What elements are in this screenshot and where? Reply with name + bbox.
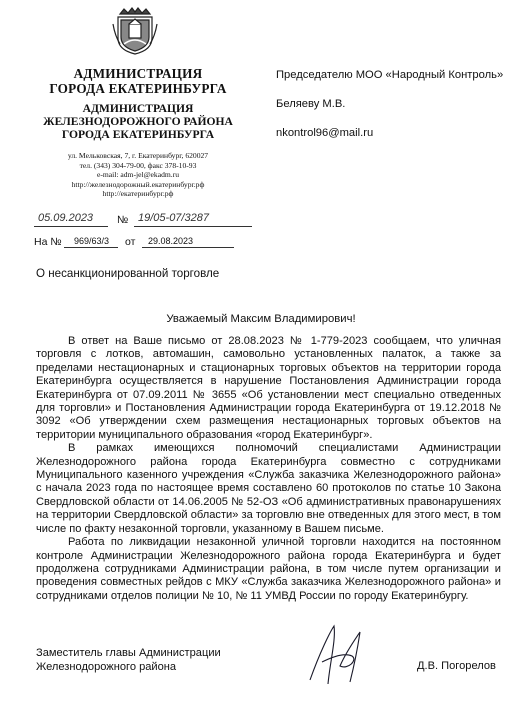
handwritten-signature-icon	[300, 622, 370, 688]
address: ул. Мельковская, 7, г. Екатеринбург, 620027	[67, 151, 209, 160]
no-label: №	[117, 214, 129, 226]
greeting: Уважаемый Максим Владимирович!	[166, 313, 356, 325]
paragraph-2: В рамках имеющихся полномочий специалистами Администрации Железнодорожного района города Екатеринбурга совместно с сотрудниками Муниципального казенного учреждения «Служба заказчика Железнодорожного района» с начала 2023 года по настоящее время составлено 60 протоколов по статье 10 Закона Свердловской области от 14.06.2005 № 52-ОЗ «Об административных правонарушениях на территории Свердловской области» за торговлю вне отведенных для этого мест, в том числе по факту незаконной торговли, указанному в Вашем письме.	[36, 442, 501, 535]
district-line1: АДМИНИСТРАЦИЯ	[82, 102, 194, 115]
email: e-mail: adm-jel@ekadm.ru	[96, 170, 180, 180]
website-city: http://екатеринбург.рф	[102, 189, 174, 199]
district-line2: ЖЕЛЕЗНОДОРОЖНОГО РАЙОНА	[43, 115, 233, 128]
contact-block	[22, 151, 254, 199]
district-admin-heading	[22, 102, 254, 141]
signatory-title-line2: Железнодорожного района	[36, 661, 177, 673]
website-district: http://железнодорожный.екатеринбург.рф	[71, 179, 205, 189]
ref-date: 29.08.2023	[148, 236, 194, 246]
signatory-title	[36, 646, 221, 674]
recipient-email: nkontrol96@mail.ru	[276, 127, 374, 139]
ref-date-underline	[142, 247, 234, 248]
recipient-title: Председателю МОО «Народный Контроль»	[276, 69, 504, 81]
paragraph-3: Работа по ликвидации незаконной уличной торговли находится на постоянном контроле Администрации Железнодорожного района города Екатеринбурга и будет продолжена сотрудниками Администрации района, в том числе путем организации и проведения совместных рейдов с МКУ «Служба заказчика Железнодорожного района» и сотрудниками отделов полиции № 10, № 11 УМВД России по городу Екатеринбургу.	[36, 536, 501, 602]
signatory-name: Д.В. Погорелов	[417, 660, 496, 672]
letter-subject: О несанкционированной торговле	[36, 267, 220, 280]
ref-number: 969/63/3	[74, 236, 110, 246]
recipient-name: Беляеву М.В.	[276, 98, 346, 110]
from-label: от	[125, 236, 136, 248]
district-line3: ГОРОДА ЕКАТЕРИНБУРГА	[61, 128, 215, 141]
letter-body	[36, 335, 501, 603]
signatory-title-line1: Заместитель главы Администрации	[36, 647, 221, 659]
number-underline	[134, 226, 252, 227]
handwritten-number: 19/05-07/3287	[138, 212, 209, 224]
ref-number-underline	[64, 247, 118, 248]
city-admin-heading	[22, 66, 254, 96]
paragraph-1: В ответ на Ваше письмо от 28.08.2023 № 1-779-2023 сообщаем, что уличная торговля с лотков, автомашин, самовольно установленных палаток, а также за пределами нестационарных и стационарных торговых объектов на территории города Екатеринбурга осуществляется в нарушение Постановления Администрации города Екатеринбурга от 07.09.2011 № 3655 «Об установлении мест специально отведенных для торговли» и Постановления Администрации города Екатеринбурга от 19.12.2018 № 3092 «Об утверждении схем размещения нестационарных торговых объектов на территории муниципального образования «город Екатеринбург».	[36, 335, 501, 441]
date-underline	[34, 226, 108, 227]
coat-of-arms-icon	[112, 6, 158, 56]
phone: тел. (343) 304-79-00, факс 378-10-93	[79, 160, 197, 170]
handwritten-date: 05.09.2023	[38, 212, 94, 224]
city-admin-line2: ГОРОДА ЕКАТЕРИНБУРГА	[49, 81, 227, 96]
reply-to-label: На №	[34, 236, 62, 248]
city-admin-line1: АДМИНИСТРАЦИЯ	[73, 66, 203, 81]
